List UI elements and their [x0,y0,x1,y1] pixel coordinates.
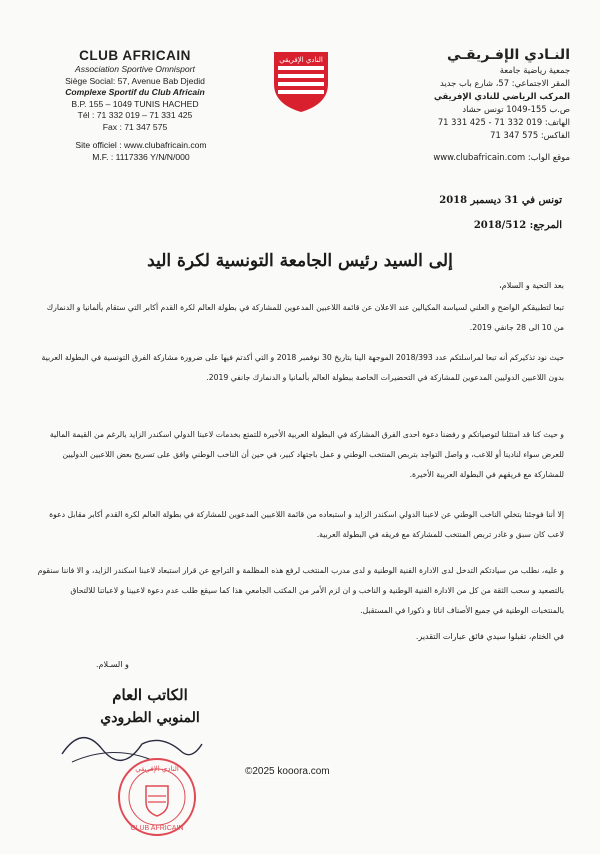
club-stamp-icon [116,756,198,838]
header-right [350,46,570,142]
letter-reference: المرجع: 2018/512 [473,220,562,231]
paragraph-3: و حيث كنا قد امتثلنا لتوصياتكم و رفضنا دعوة احدى الفرق المشاركة في البطولة العربية الأخيرة للتمتع بخدمات لاعبنا الدولي اسكندر الزايد بالرغم من القيمة المالية للعرض سواء لنادينا أو للاعب، و واصل التواجد بتربص المنتخب الوطني و عمل باجتهاد كبير، في حين أن الناخب الوطني وافق على تسريح بعض اللاعبين الدوليين للمشاركة مع فريقهم في البطولة العربية الأخيرة. [49,430,564,479]
bp-fr: B.P. 155 – 1049 TUNIS HACHED [71,98,199,109]
tel-ar: الهاتف: 019 332 71 - 425 331 71 [437,117,570,127]
stamp-bottom-text: CLUB AFRICAIN [130,825,184,832]
greeting: بعد التحية و السلام، [499,281,564,290]
complexe-ar: المركب الرياضي للنادي الإفريقي [434,91,570,101]
tel-fr: Tél : 71 332 019 – 71 331 425 [77,110,193,120]
letter-date: تونس في 31 ديسمبر 2018 [439,195,562,206]
salutation: و السـلام. [96,660,129,669]
stamp-top-text: النادي الإفريقي [135,765,179,773]
association-fr: Association Sportive Omnisport [75,64,195,74]
paragraph-2: حيث نود تذكيركم أنه تبعا لمراسلتكم عدد 2018/393 الموجهة الينا بتاريخ 30 نوفمبر 2018 و التي أكدتم فيها على ضرورة مشاركة الفرق التونسية في البطولة العربية بدون اللاعبين الدوليين المدعوين للمشاركة في التحضيرات الخاصة ببطولة العالم بألمانيا و الدنمارك جانفي 2019. [41,353,564,382]
club-logo-icon [270,46,332,114]
paragraph-4: إلا أننا فوجئنا بتخلي الناخب الوطني عن لاعبنا الدولي اسكندر الزايد و استبعاده من قائمة اللاعبين المدعوين للمشاركة في بطولة العالم لكرة القدم أكابر مقابل دعوة لاعب كان سبق و غادر تربص المنتخب للمشاركة مع فريقه في البطولة العربية. [49,510,564,539]
signatory-name: المنوبي الطرودي [100,710,200,726]
fax-fr: Fax : 71 347 575 [102,121,168,132]
siege-ar: المقر الاجتماعي: 57، شارع باب جديد [440,78,570,88]
site-fr: Site officiel : www.clubafricain.com [75,140,207,150]
header-left [30,48,240,133]
logo-text: النادي الإفريقي [279,56,323,64]
mf-fr: M.F. : 1117336 Y/N/N/000 [92,151,190,162]
header-left-web [46,140,236,163]
site-ar: موقع الواب: www.clubafricain.com [433,152,570,162]
association-ar: جمعية رياضية جامعة [499,65,570,75]
paragraph-1: تبعا لتطبيقكم الواضح و العلني لسياسة المكيالين عند الاعلان عن قائمة اللاعبين المدعوين للمشاركة في بطولة العالم لكرة القدم أكابر التي ستقام بألمانيا و الدنمارك من 10 الى 28 جانفي 2019. [46,303,564,332]
bp-ar: ص.ب 155-1049 تونس حشاد [462,104,570,114]
club-name-ar: النـادي الإفـريقـي [447,47,570,63]
club-name-fr: CLUB AFRICAIN [79,48,191,63]
signatory-title: الكاتب العام [112,686,188,704]
fax-ar: الفاكس: 575 347 71 [490,130,570,140]
closing-line: في الختام، تقبلوا سيدي فائق عبارات التقدير. [415,632,564,641]
watermark: ©2025 kooora.com [245,766,330,777]
letter-title: إلى السيد رئيس الجامعة التونسية لكرة اليد [147,251,453,271]
complexe-fr: Complexe Sportif du Club Africain [65,87,205,97]
paragraph-5: و عليه، نطلب من سيادتكم التدخل لدى الادارة الفنية الوطنية و لدى مدرب المنتخب لرفع هذه المظلمة و التراجع عن قرار استبعاد لاعبنا اسكندر الزايد، و الا فاننا سنقوم بالتصعيد و سحب الثقة من كل من الادارة الفنية الوطنية و الناخب و ان لزم الأمر من المكتب الجامعي هذا كما سيقع طلب عدم دعوة لاعبينا و لاعباتنا للالتحاق بالمنتخبات الوطنية في جميع الأصناف اناثا و ذكورا في المستقبل. [37,566,564,615]
siege-fr: Siège Social: 57, Avenue Bab Djedid [65,75,205,86]
